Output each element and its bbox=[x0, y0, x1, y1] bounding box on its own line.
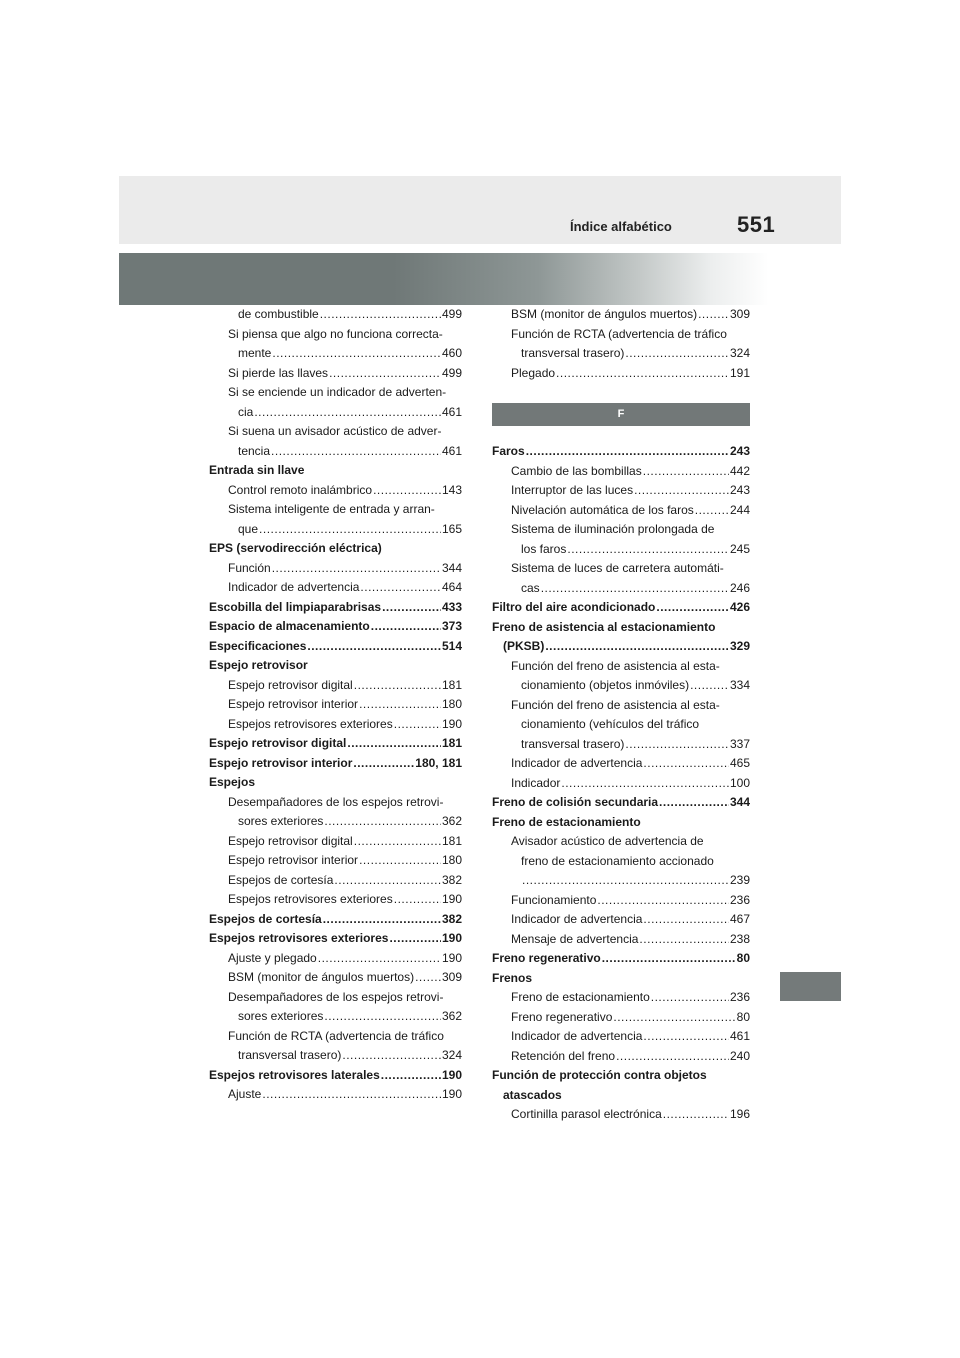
dot-leader bbox=[597, 891, 729, 911]
dot-leader bbox=[381, 1066, 441, 1086]
header-gradient-bar bbox=[119, 253, 841, 305]
entry-page-number: 80 bbox=[736, 951, 750, 965]
dot-leader bbox=[567, 540, 729, 560]
entry-text: Freno de asistencia al estacionamiento bbox=[492, 619, 716, 634]
index-entry-main bbox=[209, 929, 462, 949]
entry-page-number: 461 bbox=[441, 404, 462, 419]
index-entry-sub bbox=[209, 520, 462, 540]
entry-page-number: 190 bbox=[441, 1067, 462, 1082]
section-thumb-tab bbox=[780, 972, 841, 1001]
entry-text: Ajuste bbox=[228, 1087, 262, 1101]
entry-page-number: 467 bbox=[729, 912, 750, 926]
dot-leader bbox=[324, 1007, 441, 1027]
entry-page-number: 464 bbox=[441, 580, 462, 594]
entry-text: Espejo retrovisor interior bbox=[228, 697, 359, 711]
dot-leader bbox=[643, 1027, 729, 1047]
dot-leader bbox=[556, 364, 729, 384]
index-entry-main bbox=[492, 637, 750, 657]
index-entry-sub bbox=[492, 462, 750, 482]
index-entry-sub bbox=[209, 1085, 462, 1105]
index-entry-sub bbox=[492, 891, 750, 911]
dot-leader bbox=[353, 754, 414, 774]
dot-leader bbox=[389, 929, 441, 949]
entry-text: Indicador de advertencia bbox=[511, 756, 643, 770]
entry-text: Función del freno de asistencia al esta- bbox=[511, 658, 720, 673]
dot-leader bbox=[561, 774, 729, 794]
entry-page-number: 180, 181 bbox=[415, 755, 462, 770]
entry-text: Nivelación automática de los faros bbox=[511, 502, 694, 517]
entry-text: Espejo retrovisor digital bbox=[209, 736, 347, 750]
entry-text: Plegado bbox=[511, 365, 556, 380]
dot-leader bbox=[616, 1047, 729, 1067]
dot-leader bbox=[643, 910, 729, 930]
index-entry-sub bbox=[209, 442, 462, 462]
dot-leader bbox=[262, 1085, 441, 1105]
entry-text: Espejo retrovisor bbox=[209, 658, 308, 672]
entry-text: Espejos retrovisores exteriores bbox=[228, 716, 393, 731]
entry-text: mente bbox=[238, 346, 272, 360]
entry-page-number: 190 bbox=[441, 716, 462, 731]
index-entry-sub bbox=[209, 1046, 462, 1066]
entry-page-number: 236 bbox=[729, 892, 750, 907]
index-group-e-continued bbox=[492, 305, 750, 383]
entry-text: Sistema de iluminación prolongada de bbox=[511, 522, 715, 536]
dot-leader bbox=[541, 579, 729, 599]
entry-text: Frenos bbox=[492, 970, 533, 985]
entry-text: Freno de estacionamiento bbox=[511, 990, 650, 1004]
index-entry-sub bbox=[492, 871, 750, 891]
entry-page-number: 244 bbox=[729, 502, 750, 517]
dot-leader bbox=[320, 305, 441, 325]
dot-leader bbox=[643, 462, 729, 482]
dot-leader bbox=[643, 754, 729, 774]
entry-text: Especificaciones bbox=[209, 638, 307, 653]
index-entry-main bbox=[492, 598, 750, 618]
index-entry-main bbox=[209, 637, 462, 657]
entry-text: Espacio de almacenamiento bbox=[209, 619, 370, 633]
entry-text: Escobilla del limpiaparabrisas bbox=[209, 599, 382, 614]
page-number: 551 bbox=[737, 212, 776, 237]
index-entry-sub bbox=[209, 403, 462, 423]
entry-text: cia bbox=[238, 404, 254, 419]
index-entry-sub bbox=[209, 793, 462, 813]
index-group-f bbox=[492, 442, 750, 1125]
entry-text: transversal trasero) bbox=[238, 1048, 342, 1062]
entry-text: que bbox=[238, 521, 259, 536]
dot-leader bbox=[360, 578, 441, 598]
entry-text: Espejos de cortesía bbox=[228, 872, 334, 887]
dot-leader bbox=[371, 617, 441, 637]
entry-page-number: 465 bbox=[729, 756, 750, 770]
entry-text: Sistema de luces de carretera automáti- bbox=[511, 561, 724, 575]
entry-text: Espejos bbox=[209, 775, 256, 789]
dot-leader bbox=[698, 305, 729, 325]
entry-page-number: 190 bbox=[441, 950, 462, 965]
index-entry-main bbox=[209, 754, 462, 774]
entry-text: Control remoto inalámbrico bbox=[228, 482, 373, 497]
index-entry-main bbox=[492, 793, 750, 813]
entry-text: Espejos retrovisores exteriores bbox=[228, 892, 393, 906]
index-entry-sub bbox=[209, 325, 462, 345]
index-entry-main bbox=[492, 1086, 750, 1106]
index-entry-main bbox=[492, 618, 750, 638]
entry-text: transversal trasero) bbox=[521, 346, 625, 360]
entry-page-number: 309 bbox=[441, 970, 462, 984]
index-entry-sub bbox=[209, 383, 462, 403]
entry-page-number: 190 bbox=[441, 931, 462, 945]
entry-text: atascados bbox=[503, 1087, 562, 1102]
index-entry-sub bbox=[492, 1047, 750, 1067]
index-column-right bbox=[492, 305, 750, 1125]
index-entry-sub bbox=[209, 851, 462, 871]
entry-page-number: 238 bbox=[729, 931, 750, 946]
entry-text: freno de estacionamiento accionado bbox=[521, 853, 714, 868]
index-entry-sub bbox=[492, 344, 750, 364]
entry-text: Faros bbox=[492, 444, 525, 458]
entry-text: Desempañadores de los espejos retrovi- bbox=[228, 989, 444, 1004]
entry-page-number: 181 bbox=[441, 736, 462, 750]
dot-leader bbox=[690, 676, 729, 696]
dot-leader bbox=[526, 442, 729, 462]
dot-leader bbox=[342, 1046, 441, 1066]
entry-text: sores exteriores bbox=[238, 814, 324, 828]
dot-leader bbox=[329, 364, 441, 384]
dot-leader bbox=[324, 812, 441, 832]
index-entry-sub bbox=[492, 559, 750, 579]
entry-text: Espejos retrovisores exteriores bbox=[209, 931, 389, 945]
index-entry-main bbox=[492, 969, 750, 989]
dot-leader bbox=[651, 988, 729, 1008]
dot-leader bbox=[354, 832, 441, 852]
entry-page-number: 240 bbox=[729, 1048, 750, 1063]
index-entry-main bbox=[209, 734, 462, 754]
entry-text: Cambio de las bombillas bbox=[511, 463, 642, 478]
entry-page-number: 433 bbox=[441, 599, 462, 614]
entry-page-number: 514 bbox=[441, 638, 462, 653]
index-entry-sub bbox=[209, 968, 462, 988]
dot-leader bbox=[659, 793, 729, 813]
entry-page-number: 246 bbox=[729, 580, 750, 595]
index-entry-sub bbox=[492, 325, 750, 345]
index-entry-main bbox=[209, 539, 462, 559]
entry-page-number: 196 bbox=[729, 1107, 750, 1121]
index-entry-sub bbox=[209, 715, 462, 735]
dot-leader bbox=[602, 949, 736, 969]
index-entry-sub bbox=[209, 871, 462, 891]
index-entry-sub bbox=[209, 500, 462, 520]
index-entry-sub bbox=[492, 501, 750, 521]
index-column-left bbox=[209, 305, 462, 1105]
entry-text: de combustible bbox=[238, 307, 319, 321]
entry-text: Mensaje de advertencia bbox=[511, 931, 639, 946]
entry-text: Freno regenerativo bbox=[511, 1009, 613, 1024]
entry-text: Freno regenerativo bbox=[492, 951, 601, 965]
dot-leader bbox=[323, 910, 441, 930]
entry-text: Espejo retrovisor digital bbox=[228, 833, 353, 848]
index-entry-sub bbox=[209, 676, 462, 696]
entry-page-number: 362 bbox=[441, 1009, 462, 1023]
index-entry-sub bbox=[492, 696, 750, 716]
entry-page-number: 373 bbox=[441, 619, 462, 633]
entry-text: Indicador de advertencia bbox=[511, 912, 643, 926]
dot-leader bbox=[545, 637, 729, 657]
dot-leader bbox=[695, 501, 729, 521]
index-entry-sub bbox=[492, 735, 750, 755]
dot-leader bbox=[634, 481, 729, 501]
entry-text: BSM (monitor de ángulos muertos) bbox=[228, 970, 415, 984]
entry-text: Función de RCTA (advertencia de tráfico bbox=[511, 326, 727, 341]
entry-text: sores exteriores bbox=[238, 1009, 324, 1023]
entry-text: Freno de colisión secundaria bbox=[492, 795, 659, 809]
section-letter-bar: F bbox=[492, 403, 750, 426]
entry-page-number: 181 bbox=[441, 677, 462, 692]
entry-page-number: 324 bbox=[441, 1048, 462, 1062]
entry-text: Espejo retrovisor interior bbox=[228, 853, 359, 867]
dot-leader bbox=[259, 520, 441, 540]
entry-text: cionamiento (vehículos del tráfico bbox=[521, 717, 700, 731]
index-entry-main bbox=[492, 1066, 750, 1086]
entry-page-number: 362 bbox=[441, 814, 462, 828]
index-entry-sub bbox=[209, 890, 462, 910]
entry-text: tencia bbox=[238, 443, 271, 458]
dot-leader bbox=[254, 403, 441, 423]
index-entry-sub bbox=[492, 657, 750, 677]
entry-page-number: 190 bbox=[441, 1087, 462, 1101]
dot-leader bbox=[373, 481, 441, 501]
entry-text: Avisador acústico de advertencia de bbox=[511, 834, 704, 848]
index-entry-sub bbox=[492, 305, 750, 325]
index-entry-sub bbox=[209, 988, 462, 1008]
index-entry-main bbox=[492, 813, 750, 833]
index-entry-sub bbox=[209, 578, 462, 598]
index-entry-main bbox=[209, 1066, 462, 1086]
dot-leader bbox=[639, 930, 729, 950]
entry-text: cas bbox=[521, 580, 540, 595]
index-entry-main bbox=[209, 461, 462, 481]
index-entry-sub bbox=[492, 852, 750, 872]
entry-text: Función del freno de asistencia al esta- bbox=[511, 697, 720, 712]
page-title: Índice alfabético bbox=[570, 219, 672, 234]
entry-page-number: 239 bbox=[729, 873, 750, 887]
index-entry-sub bbox=[209, 832, 462, 852]
entry-text: Retención del freno bbox=[511, 1048, 616, 1063]
entry-text: Indicador de advertencia bbox=[228, 580, 360, 594]
entry-text: Espejo retrovisor digital bbox=[228, 677, 353, 692]
entry-text: Ajuste y plegado bbox=[228, 950, 317, 965]
index-entry-main bbox=[209, 656, 462, 676]
index-entry-sub bbox=[209, 695, 462, 715]
entry-text: cionamiento (objetos inmóviles) bbox=[521, 678, 690, 692]
dot-leader bbox=[625, 735, 729, 755]
index-entry-sub bbox=[492, 540, 750, 560]
entry-page-number: 499 bbox=[441, 365, 462, 380]
index-entry-sub bbox=[492, 774, 750, 794]
index-entry-sub bbox=[492, 930, 750, 950]
dot-leader bbox=[359, 695, 441, 715]
entry-page-number: 180 bbox=[441, 853, 462, 867]
entry-page-number: 100 bbox=[729, 775, 750, 790]
dot-leader bbox=[272, 559, 441, 579]
entry-page-number: 309 bbox=[729, 307, 750, 321]
entry-page-number: 191 bbox=[729, 365, 750, 380]
index-entry-sub bbox=[209, 481, 462, 501]
index-entry-main bbox=[492, 949, 750, 969]
entry-page-number: 324 bbox=[729, 346, 750, 360]
entry-page-number: 426 bbox=[729, 600, 750, 614]
index-entry-sub bbox=[492, 832, 750, 852]
entry-text: Filtro del aire acondicionado bbox=[492, 600, 656, 614]
entry-page-number: 442 bbox=[729, 463, 750, 478]
index-entry-sub bbox=[492, 481, 750, 501]
entry-page-number: 382 bbox=[441, 872, 462, 887]
dot-leader bbox=[394, 890, 441, 910]
index-entry-sub bbox=[209, 1027, 462, 1047]
entry-text: transversal trasero) bbox=[521, 736, 625, 751]
index-entry-sub bbox=[492, 1027, 750, 1047]
entry-page-number: 80 bbox=[736, 1009, 750, 1024]
entry-page-number: 334 bbox=[729, 678, 750, 692]
entry-page-number: 143 bbox=[441, 482, 462, 497]
entry-page-number: 382 bbox=[441, 911, 462, 926]
entry-text: Indicador de advertencia bbox=[511, 1029, 643, 1043]
index-entry-sub bbox=[209, 344, 462, 364]
index-entry-sub bbox=[209, 949, 462, 969]
dot-leader bbox=[272, 344, 441, 364]
dot-leader bbox=[415, 968, 441, 988]
index-entry-main bbox=[209, 598, 462, 618]
entry-page-number: 344 bbox=[729, 795, 750, 809]
entry-text: Cortinilla parasol electrónica bbox=[511, 1107, 662, 1121]
index-entry-main bbox=[209, 617, 462, 637]
entry-text: Entrada sin llave bbox=[209, 463, 305, 477]
dot-leader bbox=[394, 715, 441, 735]
index-entry-sub bbox=[492, 910, 750, 930]
entry-text: Si piensa que algo no funciona correcta- bbox=[228, 326, 443, 341]
entry-page-number: 461 bbox=[441, 443, 462, 458]
entry-text: Sistema inteligente de entrada y arran- bbox=[228, 502, 435, 516]
index-entry-sub bbox=[492, 520, 750, 540]
entry-page-number: 460 bbox=[441, 346, 462, 360]
index-entry-sub bbox=[492, 715, 750, 735]
index-entry-main bbox=[209, 910, 462, 930]
entry-page-number: 190 bbox=[441, 892, 462, 906]
index-entry-sub bbox=[492, 988, 750, 1008]
entry-page-number: 245 bbox=[729, 541, 750, 556]
dot-leader bbox=[354, 676, 441, 696]
dot-leader bbox=[522, 871, 729, 891]
entry-page-number: 236 bbox=[729, 990, 750, 1004]
index-entry-sub bbox=[492, 1105, 750, 1125]
entry-text: Funcionamiento bbox=[511, 892, 597, 907]
index-entry-sub bbox=[209, 422, 462, 442]
index-entry-sub bbox=[209, 1007, 462, 1027]
dot-leader bbox=[271, 442, 441, 462]
entry-page-number: 243 bbox=[729, 483, 750, 497]
dot-leader bbox=[334, 871, 441, 891]
entry-text: Si suena un avisador acústico de adver- bbox=[228, 424, 442, 438]
entry-text: Interruptor de las luces bbox=[511, 483, 634, 497]
entry-page-number: 344 bbox=[441, 560, 462, 575]
entry-page-number: 165 bbox=[441, 521, 462, 536]
index-entry-sub bbox=[492, 1008, 750, 1028]
entry-text: Freno de estacionamiento bbox=[492, 814, 641, 829]
dot-leader bbox=[382, 598, 441, 618]
entry-text: Indicador bbox=[511, 775, 561, 790]
entry-page-number: 499 bbox=[441, 307, 462, 321]
index-entry-sub bbox=[209, 305, 462, 325]
entry-text: Función de RCTA (advertencia de tráfico bbox=[228, 1028, 444, 1043]
entry-page-number: 181 bbox=[441, 833, 462, 848]
index-entry-sub bbox=[492, 676, 750, 696]
index-entry-sub bbox=[492, 579, 750, 599]
entry-page-number: 337 bbox=[729, 736, 750, 751]
dot-leader bbox=[613, 1008, 735, 1028]
entry-page-number: 329 bbox=[729, 639, 750, 653]
entry-text: Función bbox=[228, 560, 271, 575]
entry-text: BSM (monitor de ángulos muertos) bbox=[511, 307, 698, 321]
dot-leader bbox=[359, 851, 441, 871]
entry-text: (PKSB) bbox=[503, 639, 545, 653]
entry-text: EPS (servodirección eléctrica) bbox=[209, 541, 382, 555]
dot-leader bbox=[318, 949, 441, 969]
entry-page-number: 243 bbox=[729, 444, 750, 458]
entry-text: Desempañadores de los espejos retrovi- bbox=[228, 794, 444, 809]
index-entry-main bbox=[209, 773, 462, 793]
dot-leader bbox=[625, 344, 729, 364]
index-entry-sub bbox=[209, 364, 462, 384]
entry-text: los faros bbox=[521, 541, 567, 556]
index-entry-sub bbox=[209, 559, 462, 579]
header-band bbox=[119, 176, 841, 244]
entry-text: Espejos retrovisores laterales bbox=[209, 1067, 380, 1082]
index-entry-sub bbox=[209, 812, 462, 832]
entry-text: Función de protección contra objetos bbox=[492, 1068, 707, 1082]
index-entry-sub bbox=[492, 364, 750, 384]
dot-leader bbox=[656, 598, 729, 618]
entry-page-number: 461 bbox=[729, 1029, 750, 1043]
entry-text: Si pierde las llaves bbox=[228, 365, 329, 380]
dot-leader bbox=[307, 637, 441, 657]
index-entry-main bbox=[492, 442, 750, 462]
entry-page-number: 180 bbox=[441, 697, 462, 711]
entry-text: Espejo retrovisor interior bbox=[209, 755, 353, 770]
dot-leader bbox=[347, 734, 441, 754]
index-entry-sub bbox=[492, 754, 750, 774]
entry-text: Si se enciende un indicador de adverten- bbox=[228, 385, 447, 399]
dot-leader bbox=[663, 1105, 729, 1125]
entry-text: Espejos de cortesía bbox=[209, 911, 322, 926]
